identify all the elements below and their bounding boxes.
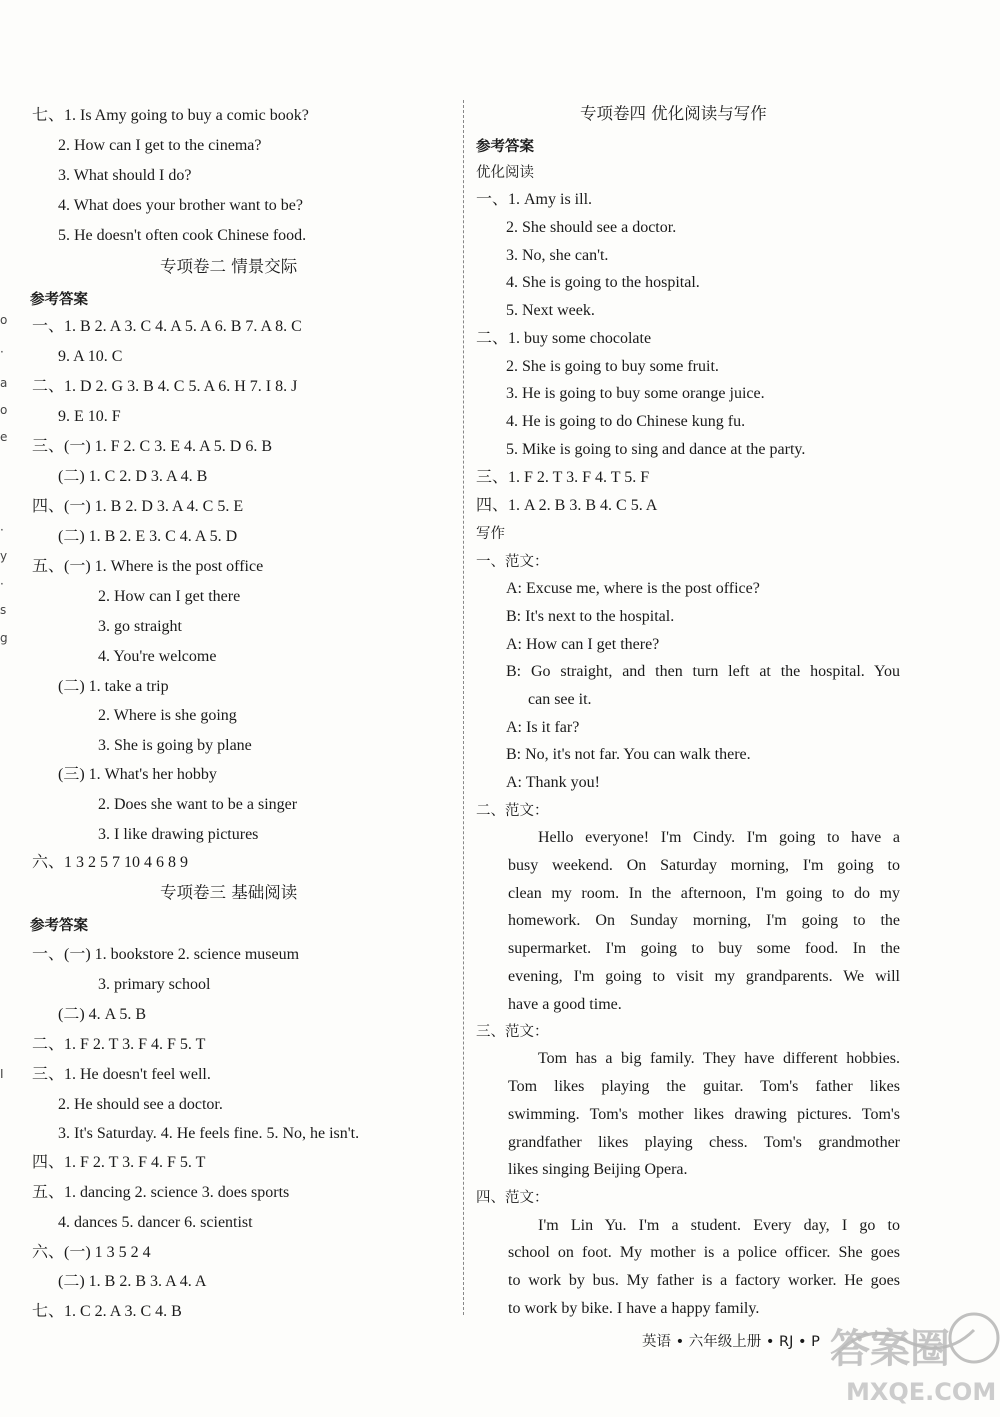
answer-line: 4. What does your brother want to be? bbox=[58, 197, 303, 214]
section-title: 专项卷四 优化阅读与写作 bbox=[580, 104, 767, 123]
svg-text:答案圈: 答案圈 bbox=[830, 1326, 950, 1372]
answer-line: evening, I'm going to visit my grandparents. We will bbox=[508, 968, 900, 985]
answer-line: 9. E 10. F bbox=[58, 408, 121, 425]
answer-line: 4. She is going to the hospital. bbox=[506, 274, 700, 291]
answer-line: 四、(一) 1. B 2. D 3. A 4. C 5. E bbox=[32, 498, 244, 515]
answer-line: 七、1. Is Amy going to buy a comic book? bbox=[32, 107, 309, 124]
section-label: 写作 bbox=[476, 526, 505, 542]
answer-line: to work by bus. My father is a factory worker. He goes bbox=[508, 1272, 900, 1289]
answer-line: 2. She is going to buy some fruit. bbox=[506, 358, 719, 375]
answer-line: 四、1. A 2. B 3. B 4. C 5. A bbox=[476, 497, 658, 514]
edge-mark: a bbox=[0, 376, 8, 390]
section-label: 一、范文： bbox=[476, 554, 549, 570]
answer-line: 六、(一) 1 3 5 2 4 bbox=[32, 1244, 151, 1261]
answer-line: 3. She is going by plane bbox=[98, 737, 252, 754]
edge-mark: o bbox=[0, 313, 8, 327]
answer-line: A: How can I get there? bbox=[506, 636, 660, 653]
answer-line: 4. He is going to do Chinese kung fu. bbox=[506, 413, 746, 430]
answer-line: school on foot. My mother is a police officer. She goes bbox=[508, 1244, 900, 1261]
svg-text:MXQE.COM: MXQE.COM bbox=[846, 1378, 997, 1406]
edge-mark: · bbox=[0, 345, 4, 359]
answer-line: 五、(一) 1. Where is the post office bbox=[32, 558, 264, 575]
answer-line: (二) 1. B 2. E 3. C 4. A 5. D bbox=[58, 528, 238, 545]
answer-line: 2. How can I get there bbox=[98, 588, 241, 605]
answer-line: 二、1. D 2. G 3. B 4. C 5. A 6. H 7. I 8. J bbox=[32, 378, 298, 395]
answer-line: B: It's next to the hospital. bbox=[506, 608, 675, 625]
answer-line: have a good time. bbox=[508, 996, 622, 1013]
answer-line: A: Excuse me, where is the post office? bbox=[506, 580, 760, 597]
answer-line: 三、1. F 2. T 3. F 4. T 5. F bbox=[476, 469, 650, 486]
answer-line: (二) 4. A 5. B bbox=[58, 1006, 147, 1023]
answer-line: 2. She should see a doctor. bbox=[506, 219, 677, 236]
answer-line: 2. Does she want to be a singer bbox=[98, 796, 298, 813]
answer-line: (二) 1. take a trip bbox=[58, 678, 169, 695]
answer-line: Tom likes playing the guitar. Tom's father likes bbox=[508, 1078, 900, 1095]
answer-line: 五、1. dancing 2. science 3. does sports bbox=[32, 1184, 290, 1201]
answer-line: 9. A 10. C bbox=[58, 348, 123, 365]
answer-line: homework. On Sunday morning, I'm going to the bbox=[508, 912, 900, 929]
answer-line: 一、1. B 2. A 3. C 4. A 5. A 6. B 7. A 8. C bbox=[32, 318, 302, 335]
answer-line: A: Thank you! bbox=[506, 774, 600, 791]
section-label: 参考答案 bbox=[30, 292, 88, 308]
section-title: 专项卷三 基础阅读 bbox=[160, 883, 298, 902]
answer-line: (二) 1. B 2. B 3. A 4. A bbox=[58, 1273, 207, 1290]
answer-line: 三、(一) 1. F 2. C 3. E 4. A 5. D 6. B bbox=[32, 438, 273, 455]
answer-line: swimming. Tom's mother likes drawing pictures. Tom's bbox=[508, 1106, 900, 1123]
edge-mark: e bbox=[0, 430, 8, 444]
section-label: 优化阅读 bbox=[476, 165, 534, 181]
answer-line: busy weekend. On Saturday morning, I'm going to bbox=[508, 857, 900, 874]
answer-line: (二) 1. C 2. D 3. A 4. B bbox=[58, 468, 208, 485]
answer-line: Tom has a big family. They have different hobbies. bbox=[538, 1050, 900, 1067]
answer-line: 3. I like drawing pictures bbox=[98, 826, 259, 843]
answer-line: 四、1. F 2. T 3. F 4. F 5. T bbox=[32, 1154, 206, 1171]
answer-line: can see it. bbox=[528, 691, 592, 708]
answer-line: 5. Mike is going to sing and dance at the party. bbox=[506, 441, 806, 458]
answer-line: clean my room. In the afternoon, I'm going to do my bbox=[508, 885, 900, 902]
answer-line: 3. He is going to buy some orange juice. bbox=[506, 385, 765, 402]
watermark-logo bbox=[824, 1300, 1000, 1410]
edge-mark: g bbox=[0, 631, 8, 645]
answer-line: 二、1. buy some chocolate bbox=[476, 330, 652, 347]
answer-line: A: Is it far? bbox=[506, 719, 580, 736]
answer-line: supermarket. I'm going to buy some food. In the bbox=[508, 940, 900, 957]
answer-line: 二、1. F 2. T 3. F 4. F 5. T bbox=[32, 1036, 206, 1053]
section-label: 参考答案 bbox=[30, 918, 88, 934]
section-label: 三、范文： bbox=[476, 1024, 549, 1040]
answer-line: B: Go straight, and then turn left at the hospital. You bbox=[506, 663, 900, 680]
edge-mark: · bbox=[0, 577, 4, 591]
footer-label: 英语 • 六年级上册 • RJ • P bbox=[642, 1334, 820, 1350]
section-label: 四、范文： bbox=[476, 1190, 549, 1206]
column-divider bbox=[463, 100, 464, 1315]
edge-mark: s bbox=[0, 603, 7, 617]
answer-line: Hello everyone! I'm Cindy. I'm going to have a bbox=[538, 829, 900, 846]
answer-line: 4. dances 5. dancer 6. scientist bbox=[58, 1214, 253, 1231]
answer-line: 4. You're welcome bbox=[98, 648, 217, 665]
answer-line: to work by bike. I have a happy family. bbox=[508, 1300, 760, 1317]
section-label: 二、范文： bbox=[476, 803, 549, 819]
answer-line: B: No, it's not far. You can walk there. bbox=[506, 746, 751, 763]
answer-line: 3. No, she can't. bbox=[506, 247, 609, 264]
answer-line: 2. How can I get to the cinema? bbox=[58, 137, 262, 154]
answer-line: 一、(一) 1. bookstore 2. science museum bbox=[32, 946, 300, 963]
answer-line: 5. Next week. bbox=[506, 302, 595, 319]
answer-line: 3. What should I do? bbox=[58, 167, 192, 184]
answer-line: 5. He doesn't often cook Chinese food. bbox=[58, 227, 307, 244]
edge-mark: · bbox=[0, 523, 4, 537]
answer-line: likes singing Beijing Opera. bbox=[508, 1161, 688, 1178]
edge-mark: o bbox=[0, 403, 8, 417]
answer-line: (三) 1. What's her hobby bbox=[58, 766, 217, 783]
answer-line: 2. Where is she going bbox=[98, 707, 237, 724]
answer-line: 3. It's Saturday. 4. He feels fine. 5. No, he isn't. bbox=[58, 1125, 360, 1142]
answer-line: 2. He should see a doctor. bbox=[58, 1096, 223, 1113]
section-label: 参考答案 bbox=[476, 139, 534, 155]
answer-line: 三、1. He doesn't feel well. bbox=[32, 1066, 211, 1083]
answer-line: 3. go straight bbox=[98, 618, 182, 635]
answer-line: 七、1. C 2. A 3. C 4. B bbox=[32, 1303, 182, 1320]
answer-line: 一、1. Amy is ill. bbox=[476, 191, 593, 208]
edge-mark: I bbox=[0, 1067, 4, 1081]
answer-line: 3. primary school bbox=[98, 976, 211, 993]
answer-line: I'm Lin Yu. I'm a student. Every day, I go to bbox=[538, 1217, 900, 1234]
section-title: 专项卷二 情景交际 bbox=[160, 257, 298, 276]
answer-line: 六、1 3 2 5 7 10 4 6 8 9 bbox=[32, 854, 189, 871]
edge-mark: y bbox=[0, 549, 8, 563]
answer-line: grandfather likes playing chess. Tom's grandmother bbox=[508, 1134, 900, 1151]
